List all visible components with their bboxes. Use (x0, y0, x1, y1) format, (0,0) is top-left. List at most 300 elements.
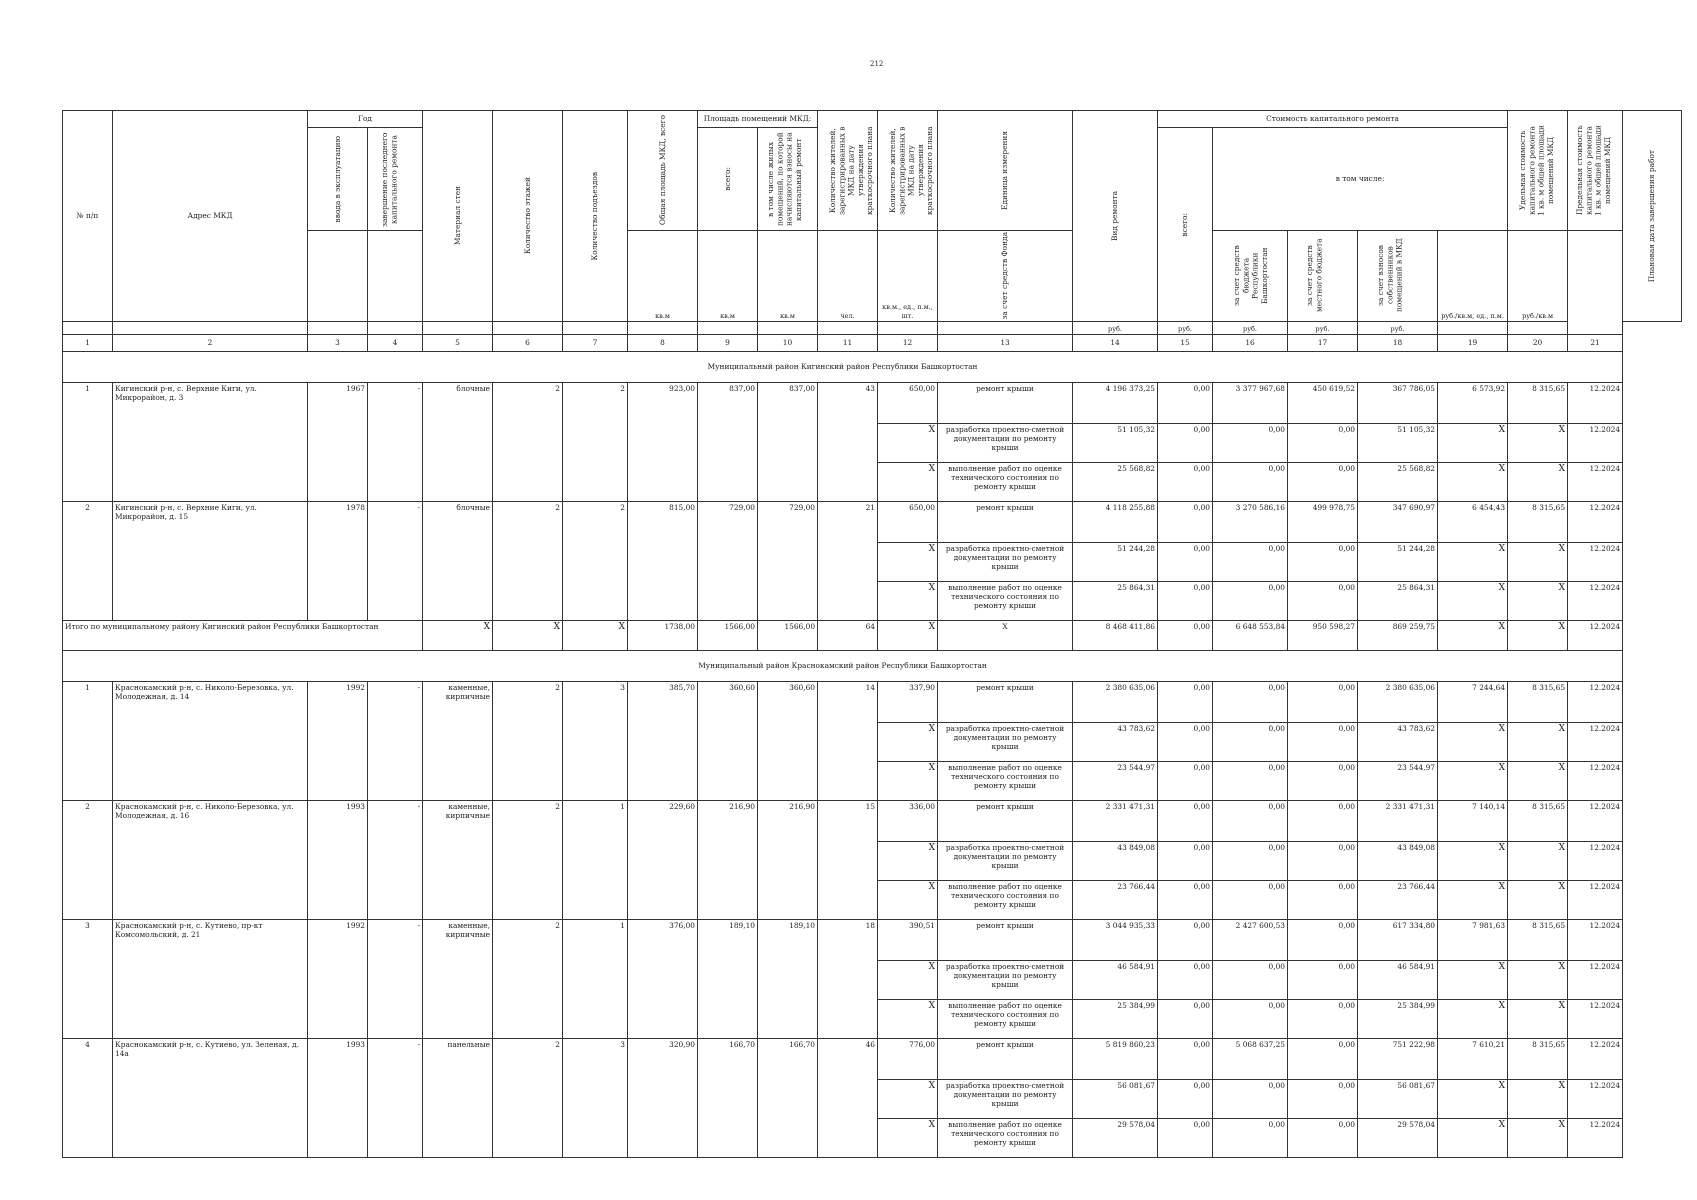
planned-date: 12.2024 (1568, 462, 1623, 501)
unit-col-9 (698, 321, 758, 334)
planned-date: 12.2024 (1568, 681, 1623, 722)
cost-owners: 367 786,05 (1358, 382, 1438, 423)
planned-date: 12.2024 (1568, 1038, 1623, 1079)
header-area-fee: Количество жителей, зарегистрированных в МКД на дату утверждения краткосрочного плана (818, 111, 878, 231)
max-cost: X (1508, 999, 1568, 1038)
table-row-house (63, 501, 1682, 542)
total-wall-material: X (423, 620, 493, 650)
planned-date: 12.2024 (1568, 880, 1623, 919)
planned-date: 12.2024 (1568, 722, 1623, 761)
cost-local-budget: 0,00 (1288, 800, 1358, 841)
cost-total: 2 380 635,06 (1073, 681, 1158, 722)
residents: 46 (818, 1038, 878, 1157)
page-number: 212 (870, 60, 884, 68)
unit-total-area: кв.м (628, 231, 698, 322)
unit-quantity: 337,90 (878, 681, 938, 722)
entrances: 1 (563, 800, 628, 919)
cost-owners: 25 384,99 (1358, 999, 1438, 1038)
planned-date: 12.2024 (1568, 960, 1623, 999)
unit-quantity: X (878, 542, 938, 581)
cost-republic-budget: 0,00 (1213, 581, 1288, 620)
repair-type: выполнение работ по оценке технического состояния по ремонту крыши (938, 999, 1073, 1038)
section-title: Муниципальный район Кигинский район Республики Башкортостан (63, 351, 1623, 382)
total-local-budget: 950 598,27 (1288, 620, 1358, 650)
house-address: Кигинский р-н, с. Верхние Киги, ул. Микрорайон, д. 15 (113, 501, 308, 620)
year-commission: 1993 (308, 1038, 368, 1157)
cost-local-budget: 450 619,52 (1288, 382, 1358, 423)
column-number-14: 14 (1073, 334, 1158, 351)
cost-republic-budget: 0,00 (1213, 1118, 1288, 1157)
cost-total: 51 105,32 (1073, 423, 1158, 462)
cost-republic-budget: 0,00 (1213, 761, 1288, 800)
header-cost-total: всего: (1158, 128, 1213, 322)
floors: 2 (493, 1038, 563, 1157)
cost-owners: 751 222,98 (1358, 1038, 1438, 1079)
header-year: Год (308, 111, 423, 128)
cost-republic-budget: 0,00 (1213, 423, 1288, 462)
repair-type: выполнение работ по оценке технического состояния по ремонту крыши (938, 761, 1073, 800)
unit-col-8 (628, 321, 698, 334)
premises-area-fee: 360,60 (758, 681, 818, 800)
max-cost: X (1508, 1118, 1568, 1157)
year-last-repair: - (368, 919, 423, 1038)
repair-type: ремонт крыши (938, 919, 1073, 960)
unit-col-20 (1508, 321, 1568, 334)
max-cost: 8 315,65 (1508, 1038, 1568, 1079)
total-label: Итого по муниципальному району Кигинский район Республики Башкортостан (63, 620, 423, 650)
max-cost: 8 315,65 (1508, 501, 1568, 542)
cost-owners: 43 783,62 (1358, 722, 1438, 761)
total-unit-quantity: X (878, 620, 938, 650)
cost-republic-budget: 5 068 637,25 (1213, 1038, 1288, 1079)
header-max-cost: Предельная стоимость капитального ремонта 1 кв. м общей площади помещений МКД (1568, 111, 1623, 231)
cost-republic-budget: 2 427 600,53 (1213, 919, 1288, 960)
cost-fund: 0,00 (1158, 581, 1213, 620)
header-spacer-3 (308, 231, 368, 322)
unit-col-14: руб. (1073, 321, 1158, 334)
premises-area-fee: 166,70 (758, 1038, 818, 1157)
unit-col-10 (758, 321, 818, 334)
total-fund: 0,00 (1158, 620, 1213, 650)
wall-material: каменные, кирпичные (423, 800, 493, 919)
column-number-4: 4 (368, 334, 423, 351)
total-owners: 869 259,75 (1358, 620, 1438, 650)
cost-total: 23 766,44 (1073, 880, 1158, 919)
cost-fund: 0,00 (1158, 681, 1213, 722)
residents: 18 (818, 919, 878, 1038)
premises-area-fee: 837,00 (758, 382, 818, 501)
total-cost: 8 468 411,86 (1073, 620, 1158, 650)
cost-republic-budget: 3 377 967,68 (1213, 382, 1288, 423)
header-wall-material: Материал стен (423, 111, 493, 322)
repair-type: разработка проектно-сметной документации по ремонту крыши (938, 423, 1073, 462)
cost-total: 43 783,62 (1073, 722, 1158, 761)
column-number-19: 19 (1438, 334, 1508, 351)
column-number-16: 16 (1213, 334, 1288, 351)
premises-area-total: 189,10 (698, 919, 758, 1038)
repair-type: ремонт крыши (938, 501, 1073, 542)
unit-col-1 (63, 321, 113, 334)
planned-date: 12.2024 (1568, 581, 1623, 620)
specific-cost: X (1438, 423, 1508, 462)
specific-cost: X (1438, 581, 1508, 620)
total-area: 385,70 (628, 681, 698, 800)
year-last-repair: - (368, 681, 423, 800)
cost-owners: 25 864,31 (1358, 581, 1438, 620)
unit-quantity: X (878, 1079, 938, 1118)
unit-quantity: X (878, 999, 938, 1038)
cost-fund: 0,00 (1158, 542, 1213, 581)
total-floors: X (493, 620, 563, 650)
unit-col-18: руб. (1358, 321, 1438, 334)
cost-local-budget: 0,00 (1288, 761, 1358, 800)
cost-republic-budget: 0,00 (1213, 841, 1288, 880)
year-commission: 1993 (308, 800, 368, 919)
header-local-budget: за счет средств местного бюджета (1288, 231, 1358, 322)
year-last-repair: - (368, 1038, 423, 1157)
total-repair-type: X (938, 620, 1073, 650)
cost-owners: 2 380 635,06 (1358, 681, 1438, 722)
specific-cost: X (1438, 542, 1508, 581)
planned-date: 12.2024 (1568, 542, 1623, 581)
max-cost: 8 315,65 (1508, 919, 1568, 960)
year-last-repair: - (368, 501, 423, 620)
wall-material: блочные (423, 501, 493, 620)
planned-date: 12.2024 (1568, 761, 1623, 800)
unit-col-21 (1568, 321, 1623, 334)
unit-col-19 (1438, 321, 1508, 334)
planned-date: 12.2024 (1568, 1079, 1623, 1118)
house-address: Краснокамский р-н, с. Николо-Березовка, ул. Молодежная, д. 16 (113, 800, 308, 919)
column-number-8: 8 (628, 334, 698, 351)
house-number: 1 (63, 382, 113, 501)
unit-col-3 (308, 321, 368, 334)
unit-quantity: X (878, 581, 938, 620)
floors: 2 (493, 501, 563, 620)
planned-date: 12.2024 (1568, 999, 1623, 1038)
year-last-repair: - (368, 800, 423, 919)
repair-type: разработка проектно-сметной документации по ремонту крыши (938, 841, 1073, 880)
cost-owners: 56 081,67 (1358, 1079, 1438, 1118)
cost-local-budget: 0,00 (1288, 1118, 1358, 1157)
max-cost: X (1508, 542, 1568, 581)
column-number-20: 20 (1508, 334, 1568, 351)
specific-cost: X (1438, 1079, 1508, 1118)
cost-local-budget: 0,00 (1288, 880, 1358, 919)
planned-date: 12.2024 (1568, 382, 1623, 423)
section-title: Муниципальный район Краснокамский район Республики Башкортостан (63, 650, 1623, 681)
entrances: 2 (563, 501, 628, 620)
specific-cost: X (1438, 880, 1508, 919)
header-no: № п/п (63, 111, 113, 322)
planned-date: 12.2024 (1568, 423, 1623, 462)
unit-quantity: X (878, 841, 938, 880)
unit-col-17: руб. (1288, 321, 1358, 334)
unit-area-total: кв.м (698, 231, 758, 322)
house-address: Краснокамский р-н, с. Кутиево, пр-кт Комсомольский, д. 21 (113, 919, 308, 1038)
premises-area-total: 360,60 (698, 681, 758, 800)
premises-area-total: 837,00 (698, 382, 758, 501)
wall-material: каменные, кирпичные (423, 681, 493, 800)
table-row-house (63, 681, 1682, 722)
floors: 2 (493, 382, 563, 501)
unit-col-11 (818, 321, 878, 334)
cost-local-budget: 0,00 (1288, 681, 1358, 722)
cost-republic-budget: 0,00 (1213, 722, 1288, 761)
cost-total: 5 819 860,23 (1073, 1038, 1158, 1079)
table-row-house (63, 800, 1682, 841)
total-premises-area: 1566,00 (698, 620, 758, 650)
max-cost: X (1508, 841, 1568, 880)
planned-date: 12.2024 (1568, 841, 1623, 880)
total-area: 229,60 (628, 800, 698, 919)
cost-fund: 0,00 (1158, 800, 1213, 841)
total-area: 815,00 (628, 501, 698, 620)
unit-quantity: X (878, 722, 938, 761)
year-commission: 1967 (308, 382, 368, 501)
planned-date: 12.2024 (1568, 800, 1623, 841)
cost-fund: 0,00 (1158, 1038, 1213, 1079)
house-address: Краснокамский р-н, с. Николо-Березовка, ул. Молодежная, д. 14 (113, 681, 308, 800)
column-number-6: 6 (493, 334, 563, 351)
entrances: 2 (563, 382, 628, 501)
cost-owners: 43 849,08 (1358, 841, 1438, 880)
cost-fund: 0,00 (1158, 462, 1213, 501)
premises-area-fee: 216,90 (758, 800, 818, 919)
cost-owners: 29 578,04 (1358, 1118, 1438, 1157)
cost-owners: 46 584,91 (1358, 960, 1438, 999)
total-area: 376,00 (628, 919, 698, 1038)
repair-type: ремонт крыши (938, 1038, 1073, 1079)
header-year-commission: ввода в эксплуатацию (308, 128, 368, 231)
house-number: 2 (63, 800, 113, 919)
table-row-house (63, 919, 1682, 960)
specific-cost: X (1438, 841, 1508, 880)
cost-local-budget: 0,00 (1288, 462, 1358, 501)
cost-total: 3 044 935,33 (1073, 919, 1158, 960)
cost-owners: 23 766,44 (1358, 880, 1438, 919)
header-entrances: Количество подъездов (563, 111, 628, 322)
entrances: 3 (563, 681, 628, 800)
column-number-13: 13 (938, 334, 1073, 351)
header-area-total: всего: (698, 128, 758, 231)
cost-owners: 51 244,28 (1358, 542, 1438, 581)
unit-quantity: X (878, 960, 938, 999)
unit-col-16: руб. (1213, 321, 1288, 334)
specific-cost: 7 610,21 (1438, 1038, 1508, 1079)
cost-local-budget: 0,00 (1288, 999, 1358, 1038)
house-number: 2 (63, 501, 113, 620)
cost-total: 23 544,97 (1073, 761, 1158, 800)
column-number-3: 3 (308, 334, 368, 351)
repair-type: разработка проектно-сметной документации по ремонту крыши (938, 722, 1073, 761)
premises-area-fee: 729,00 (758, 501, 818, 620)
cost-total: 25 384,99 (1073, 999, 1158, 1038)
cost-local-budget: 0,00 (1288, 841, 1358, 880)
header-floors: Количество этажей (493, 111, 563, 322)
cost-local-budget: 0,00 (1288, 919, 1358, 960)
cost-owners: 51 105,32 (1358, 423, 1438, 462)
repair-type: разработка проектно-сметной документации по ремонту крыши (938, 542, 1073, 581)
cost-local-budget: 0,00 (1288, 722, 1358, 761)
unit-quantity: X (878, 761, 938, 800)
cost-fund: 0,00 (1158, 501, 1213, 542)
unit-max-cost: руб./кв.м (1508, 231, 1568, 322)
max-cost: X (1508, 880, 1568, 919)
cost-fund: 0,00 (1158, 761, 1213, 800)
column-number-5: 5 (423, 334, 493, 351)
floors: 2 (493, 800, 563, 919)
cost-owners: 617 334,80 (1358, 919, 1438, 960)
header-year-last-repair: завершение последнего капитального ремонта (368, 128, 423, 231)
cost-republic-budget: 0,00 (1213, 1079, 1288, 1118)
unit-quantity: 650,00 (878, 501, 938, 542)
total-specific-cost: X (1438, 620, 1508, 650)
table-row-house (63, 1038, 1682, 1079)
unit-measure: кв.м., ед., п.м., шт. (878, 231, 938, 322)
capital-repair-table-sheet (62, 110, 1682, 1158)
entrances: 3 (563, 1038, 628, 1157)
cost-fund: 0,00 (1158, 960, 1213, 999)
repair-type: выполнение работ по оценке технического состояния по ремонту крыши (938, 880, 1073, 919)
cost-local-budget: 0,00 (1288, 960, 1358, 999)
header-residents: Количество жителей, зарегистрированных в МКД на дату утверждения краткосрочного плана (878, 111, 938, 231)
cost-total: 25 864,31 (1073, 581, 1158, 620)
cost-total: 4 118 255,88 (1073, 501, 1158, 542)
cost-fund: 0,00 (1158, 841, 1213, 880)
header-address: Адрес МКД (113, 111, 308, 322)
header-repair-type: Вид ремонта (1073, 111, 1158, 322)
header-unit: Единица измерения (938, 111, 1073, 231)
cost-republic-budget: 3 270 586,16 (1213, 501, 1288, 542)
unit-col-5 (423, 321, 493, 334)
total-republic-budget: 6 648 553,84 (1213, 620, 1288, 650)
wall-material: каменные, кирпичные (423, 919, 493, 1038)
unit-col-15: руб. (1158, 321, 1213, 334)
max-cost: X (1508, 423, 1568, 462)
cost-total: 56 081,67 (1073, 1079, 1158, 1118)
total-area: 320,90 (628, 1038, 698, 1157)
header-cost: Стоимость капитального ремонта (1158, 111, 1508, 128)
specific-cost: 6 573,92 (1438, 382, 1508, 423)
cost-owners: 347 690,97 (1358, 501, 1438, 542)
max-cost: X (1508, 1079, 1568, 1118)
repair-type: выполнение работ по оценке технического состояния по ремонту крыши (938, 1118, 1073, 1157)
column-number-1: 1 (63, 334, 113, 351)
year-last-repair: - (368, 382, 423, 501)
cost-republic-budget: 0,00 (1213, 999, 1288, 1038)
header-premises-area: Площадь помещений МКД: (698, 111, 818, 128)
unit-quantity: X (878, 423, 938, 462)
house-number: 4 (63, 1038, 113, 1157)
planned-date: 12.2024 (1568, 501, 1623, 542)
cost-fund: 0,00 (1158, 1118, 1213, 1157)
cost-total: 51 244,28 (1073, 542, 1158, 581)
column-number-9: 9 (698, 334, 758, 351)
cost-republic-budget: 0,00 (1213, 681, 1288, 722)
max-cost: X (1508, 960, 1568, 999)
column-number-10: 10 (758, 334, 818, 351)
column-number-2: 2 (113, 334, 308, 351)
unit-area-fee: кв.м (758, 231, 818, 322)
specific-cost: 7 981,63 (1438, 919, 1508, 960)
cost-owners: 25 568,82 (1358, 462, 1438, 501)
max-cost: X (1508, 761, 1568, 800)
capital-repair-table (62, 110, 1682, 1158)
column-number-17: 17 (1288, 334, 1358, 351)
repair-type: разработка проектно-сметной документации по ремонту крыши (938, 1079, 1073, 1118)
cost-local-budget: 0,00 (1288, 1079, 1358, 1118)
unit-quantity: X (878, 1118, 938, 1157)
column-number-12: 12 (878, 334, 938, 351)
year-commission: 1992 (308, 919, 368, 1038)
unit-specific-cost: руб./кв.м, ед., п.м. (1438, 231, 1508, 322)
unit-quantity: X (878, 462, 938, 501)
specific-cost: 7 140,14 (1438, 800, 1508, 841)
floors: 2 (493, 681, 563, 800)
specific-cost: X (1438, 1118, 1508, 1157)
max-cost: X (1508, 722, 1568, 761)
header-owners: за счет взносов собственников помещений в МКД (1358, 231, 1438, 322)
cost-republic-budget: 0,00 (1213, 960, 1288, 999)
unit-quantity: 336,00 (878, 800, 938, 841)
premises-area-total: 216,90 (698, 800, 758, 919)
cost-republic-budget: 0,00 (1213, 800, 1288, 841)
specific-cost: X (1438, 761, 1508, 800)
cost-fund: 0,00 (1158, 1079, 1213, 1118)
max-cost: 8 315,65 (1508, 382, 1568, 423)
table-row-house (63, 382, 1682, 423)
premises-area-total: 729,00 (698, 501, 758, 620)
cost-republic-budget: 0,00 (1213, 462, 1288, 501)
header-spacer-4 (368, 231, 423, 322)
cost-total: 43 849,08 (1073, 841, 1158, 880)
cost-republic-budget: 0,00 (1213, 880, 1288, 919)
cost-fund: 0,00 (1158, 880, 1213, 919)
repair-type: разработка проектно-сметной документации по ремонту крыши (938, 960, 1073, 999)
unit-quantity: 650,00 (878, 382, 938, 423)
specific-cost: X (1438, 722, 1508, 761)
year-commission: 1978 (308, 501, 368, 620)
premises-area-fee: 189,10 (758, 919, 818, 1038)
column-number-18: 18 (1358, 334, 1438, 351)
cost-owners: 2 331 471,31 (1358, 800, 1438, 841)
header-planned-date: Плановая дата завершения работ (1623, 111, 1682, 322)
floors: 2 (493, 919, 563, 1038)
total-premises-area-fee: 1566,00 (758, 620, 818, 650)
unit-col-2 (113, 321, 308, 334)
cost-total: 29 578,04 (1073, 1118, 1158, 1157)
unit-residents: чел. (818, 231, 878, 322)
max-cost: 8 315,65 (1508, 681, 1568, 722)
cost-fund: 0,00 (1158, 423, 1213, 462)
house-address: Кигинский р-н, с. Верхние Киги, ул. Микрорайон, д. 3 (113, 382, 308, 501)
unit-col-7 (563, 321, 628, 334)
specific-cost: X (1438, 960, 1508, 999)
header-area-with-fee: в том числе жилых помещений, по которой начисляются взносы на капитальный ремонт (758, 128, 818, 231)
cost-local-budget: 0,00 (1288, 542, 1358, 581)
cost-local-budget: 0,00 (1288, 1038, 1358, 1079)
repair-type: ремонт крыши (938, 800, 1073, 841)
column-number-7: 7 (563, 334, 628, 351)
cost-total: 2 331 471,31 (1073, 800, 1158, 841)
total-max-cost: X (1508, 620, 1568, 650)
cost-owners: 23 544,97 (1358, 761, 1438, 800)
total-area: 923,00 (628, 382, 698, 501)
wall-material: панельные (423, 1038, 493, 1157)
header-including: в том числе: (1213, 128, 1508, 231)
unit-col-4 (368, 321, 423, 334)
